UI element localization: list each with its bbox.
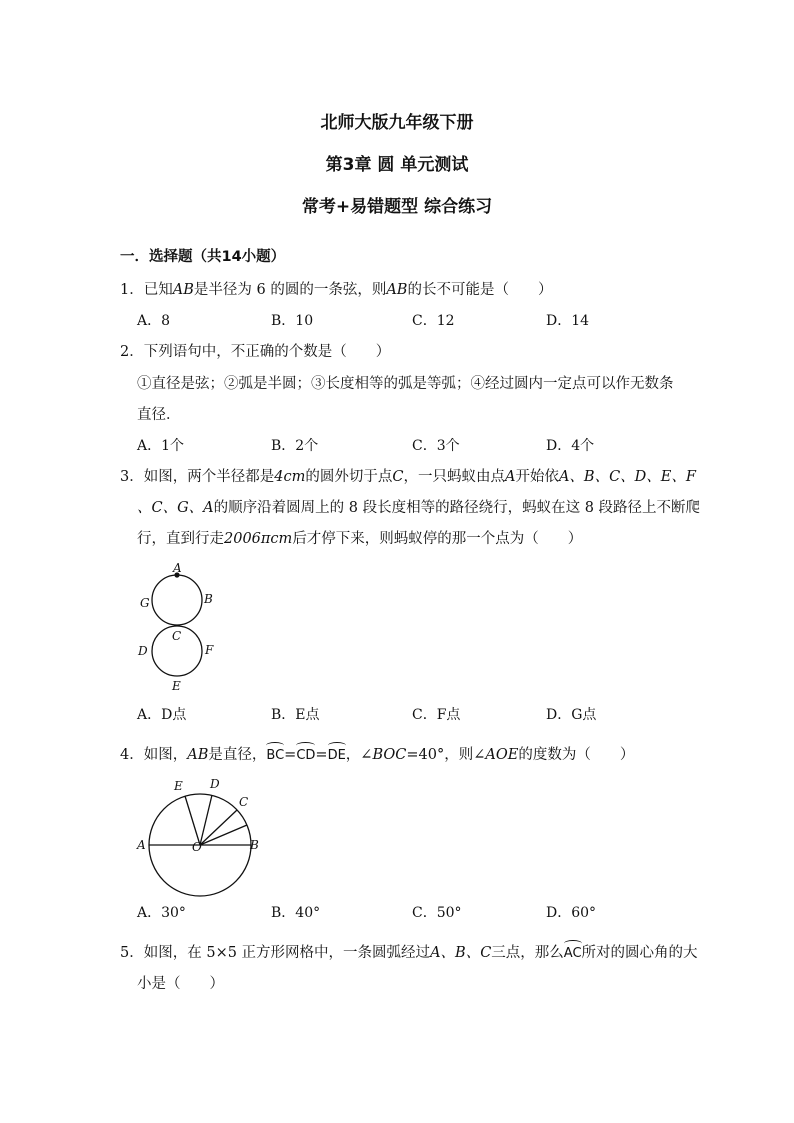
label-e: E <box>174 779 183 793</box>
label-g: G <box>140 596 150 610</box>
q3-option-d[interactable]: D．G点 <box>546 707 597 723</box>
math-var: AB <box>172 282 194 298</box>
label-b: B <box>204 592 213 606</box>
label-e: E <box>172 679 181 693</box>
question-2-statements: ①直径是弦；②弧是半圆；③长度相等的弧是等弧；④经过圆内一定点可以作无数条 <box>137 376 674 392</box>
math-var: AB <box>386 282 408 298</box>
q3-option-c[interactable]: C．F点 <box>412 707 461 723</box>
question-number: 1． <box>120 282 144 298</box>
title-subtitle: 常考+易错题型 综合练习 <box>301 197 493 217</box>
title-chapter: 第3章 圆 单元测试 <box>325 155 469 175</box>
figure-two-circles <box>130 560 230 695</box>
arc-bc: BC <box>266 742 284 766</box>
q1-option-a[interactable]: A．8 <box>137 313 171 329</box>
question-3-cont: 、C、G、A的顺序沿着圆周上的 8 段长度相等的路径绕行，蚂蚁在这 8 段路径上不断爬 <box>137 500 701 516</box>
radius-od <box>200 810 237 845</box>
arc-cd: CD <box>296 742 315 766</box>
q4-option-c[interactable]: C．50° <box>412 905 462 921</box>
question-3: 3．如图，两个半径都是4cm的圆外切于点C，一只蚂蚁由点A开始依A、B、C、D、E、F <box>120 469 696 485</box>
radius-oe <box>185 796 200 845</box>
question-number: 5． <box>120 945 144 961</box>
radius-oc <box>200 825 247 845</box>
question-5-cont: 小是（ ） <box>137 976 224 992</box>
q1-option-d[interactable]: D．14 <box>546 313 590 329</box>
label-c: C <box>239 795 249 809</box>
arc-ac: AC <box>564 940 582 964</box>
title-series: 北师大版九年级下册 <box>320 113 474 133</box>
radius-od2 <box>200 795 212 845</box>
figure-semicircle-diameter <box>130 770 270 895</box>
q3-option-a[interactable]: A．D点 <box>137 707 187 723</box>
q3-option-b[interactable]: B．E点 <box>271 707 320 723</box>
q2-option-d[interactable]: D．4个 <box>546 438 595 454</box>
q1-option-c[interactable]: C．12 <box>412 313 455 329</box>
question-number: 4． <box>120 747 144 763</box>
label-o: O <box>192 840 202 854</box>
label-b: B <box>250 838 259 852</box>
label-d: D <box>210 777 220 791</box>
upper-circle <box>152 575 202 625</box>
question-1: 1．已知AB是半径为 6 的圆的一条弦，则AB的长不可能是（ ） <box>120 282 553 298</box>
q4-option-a[interactable]: A．30° <box>137 905 186 921</box>
arc-de: DE <box>328 742 346 766</box>
q2-option-b[interactable]: B．2个 <box>271 438 319 454</box>
label-a: A <box>137 838 146 852</box>
q4-option-d[interactable]: D．60° <box>546 905 597 921</box>
section-heading: 一．选择题（共14小题） <box>120 249 286 265</box>
q4-option-b[interactable]: B．40° <box>271 905 321 921</box>
question-2-statements-cont: 直径． <box>137 407 181 423</box>
question-3-cont2: 行，直到行走2006πcm后才停下来，则蚂蚁停的那一个点为（ ） <box>137 531 583 547</box>
question-5: 5．如图，在 5×5 正方形网格中，一条圆弧经过A、B、C三点，那么AC所对的圆心角的大 <box>120 940 698 964</box>
label-f: F <box>205 643 214 657</box>
q2-option-a[interactable]: A．1个 <box>137 438 185 454</box>
label-a: A <box>173 561 182 575</box>
question-number: 3． <box>120 469 144 485</box>
question-4: 4．如图，AB是直径，BC=CD=DE，∠BOC=40°，则∠AOE的度数为（ ） <box>120 742 634 766</box>
q1-option-b[interactable]: B．10 <box>271 313 314 329</box>
question-2: 2．下列语句中，不正确的个数是（ ） <box>120 344 391 360</box>
label-c: C <box>172 629 182 643</box>
q2-option-c[interactable]: C．3个 <box>412 438 460 454</box>
label-d: D <box>138 644 148 658</box>
